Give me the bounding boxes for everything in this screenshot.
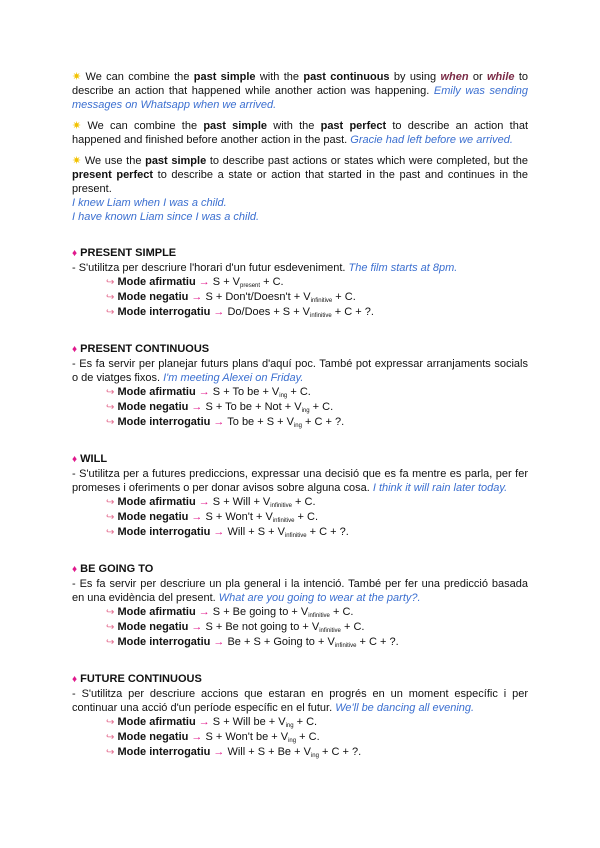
hook-arrow-icon: ↪	[106, 732, 115, 743]
hook-arrow-icon: ↪	[106, 417, 115, 428]
hook-arrow-icon: ↪	[106, 512, 115, 523]
mode-interrogative: ↪ Mode interrogatiu → Will + $S + V_{infinitive} + C$ + ?.	[106, 526, 349, 539]
star-icon: ✷	[72, 155, 82, 167]
star-icon: ✷	[72, 120, 82, 132]
diamond-icon: ♦	[72, 454, 78, 465]
hook-arrow-icon: ↪	[106, 527, 115, 538]
hook-arrow-icon: ↪	[106, 387, 115, 398]
section-description: - S'utilitza per descriure accions que estaran en progrés en un moment específic i per continuar una acció d'un període específic en el futur. We'll be dancing all evening.	[72, 688, 528, 714]
arrow-icon: →	[191, 731, 203, 743]
hook-arrow-icon: ↪	[106, 622, 115, 633]
keyword-while: while	[486, 71, 515, 83]
mode-interrogative: ↪ Mode interrogatiu → Will + $S + Be + V_{ing} + C$ + ?.	[106, 746, 362, 759]
arrow-icon: →	[191, 401, 203, 413]
example-sentence: We'll be dancing all evening.	[335, 702, 475, 714]
mode-affirmative: ↪ Mode afirmatiu → S + Will + $V_{infinitive} + C$.	[106, 496, 316, 509]
mode-interrogative: ↪ Mode interrogatiu → Be + S + Going to + $V_{infinitive} + C$ + ?.	[106, 636, 399, 649]
arrow-icon: →	[213, 636, 225, 648]
document-page	[72, 70, 528, 760]
arrow-icon: →	[198, 606, 210, 618]
arrow-icon: →	[213, 526, 225, 538]
arrow-icon: →	[213, 746, 225, 758]
arrow-icon: →	[213, 306, 225, 318]
arrow-icon: →	[198, 386, 210, 398]
arrow-icon: →	[191, 621, 203, 633]
mode-affirmative: ↪ Mode afirmatiu → S + To be + $V_{ing} + C$.	[106, 386, 311, 399]
section-heading-present-simple: ♦ PRESENT SIMPLE	[72, 247, 177, 259]
section-description: - S'utilitza per descriure l'horari d'un futur esdeveniment. The film starts at 8pm.	[72, 262, 458, 274]
mode-negative: ↪ Mode negatiu → S + Don't/Doesn't + $V_{infinitive} + C$.	[106, 291, 356, 304]
mode-negative: ↪ Mode negatiu → S + Be not going to + $V_{infinitive} + C$.	[106, 621, 365, 634]
section-description: - S'utilitza per a futures prediccions, expressar una decisió que es fa mentre es parla, per fer promeses i oferiments o per donar avisos sobre alguna cosa. I think it will rain later today.	[72, 468, 528, 494]
intro-paragraph-3: ✷ We use the past simple to describe past actions or states which were completed, but the present perfect to describe a state or action that started in the past and continues in the present.	[72, 155, 529, 195]
section-heading-future-continuous: ♦ FUTURE CONTINUOUS	[72, 673, 202, 685]
example-sentence: I'm meeting Alexei on Friday.	[163, 372, 304, 384]
mode-affirmative: ↪ Mode afirmatiu → $S + V_{present} + C$.	[106, 276, 284, 289]
arrow-icon: →	[198, 716, 210, 728]
intro-paragraph-2: ✷ We can combine the past simple with the past perfect to describe an action that happened and finished before another action in the past. Gracie had left before we arrived.	[72, 120, 529, 146]
hook-arrow-icon: ↪	[106, 637, 115, 648]
section-description: - Es fa servir per descriure un pla general i la intenció. També per fer una predicció basada en una evidència del present. What are you going to wear at the party?.	[72, 578, 528, 604]
arrow-icon: →	[191, 291, 203, 303]
hook-arrow-icon: ↪	[106, 497, 115, 508]
diamond-icon: ♦	[72, 248, 78, 259]
intro-paragraph-1: ✷ We can combine the past simple with the past continuous by using when or while to describe an action that happened while another action was happening. Emily was sending messages on Whatsapp when we arrived.	[72, 71, 529, 111]
section-heading-will: ♦ WILL	[72, 453, 108, 465]
arrow-icon: →	[191, 511, 203, 523]
example-sentence: I knew Liam when I was a child.	[72, 197, 227, 209]
example-sentence: I have known Liam since I was a child.	[72, 211, 260, 223]
hook-arrow-icon: ↪	[106, 307, 115, 318]
section-heading-be-going-to: ♦ BE GOING TO	[72, 563, 154, 575]
mode-affirmative: ↪ Mode afirmatiu → S + Will be + $V_{ing} + C$.	[106, 716, 318, 729]
mode-interrogative: ↪ Mode interrogatiu → To be + $S + V_{ing} + C$ + ?.	[106, 416, 345, 429]
hook-arrow-icon: ↪	[106, 717, 115, 728]
mode-interrogative: ↪ Mode interrogatiu → Do/Does + $S + V_{infinitive} + C$ + ?.	[106, 306, 374, 319]
arrow-icon: →	[198, 276, 210, 288]
diamond-icon: ♦	[72, 344, 78, 355]
mode-negative: ↪ Mode negatiu → S + To be + Not + $V_{ing} + C$.	[106, 401, 334, 414]
mode-negative: ↪ Mode negatiu → $S + Won't + V_{infinitive} + C$.	[106, 511, 319, 524]
hook-arrow-icon: ↪	[106, 607, 115, 618]
hook-arrow-icon: ↪	[106, 277, 115, 288]
mode-affirmative: ↪ Mode afirmatiu → S + Be going to + $V_{infinitive} + C$.	[106, 606, 354, 619]
arrow-icon: →	[198, 496, 210, 508]
star-icon: ✷	[72, 71, 82, 83]
example-sentence: Gracie had left before we arrived.	[350, 134, 513, 146]
hook-arrow-icon: ↪	[106, 747, 115, 758]
example-sentence: I think it will rain later today.	[372, 482, 508, 494]
keyword-when: when	[440, 71, 469, 83]
hook-arrow-icon: ↪	[106, 402, 115, 413]
section-description: - Es fa servir per planejar futurs plans d'aquí poc. També pot expressar arranjaments socials o de viatges fixos. I'm meeting Alexei on Friday.	[72, 358, 528, 384]
mode-negative: ↪ Mode negatiu → S + Won't be + $V_{ing} + C$.	[106, 731, 320, 744]
section-heading-present-continuous: ♦ PRESENT CONTINUOUS	[72, 343, 210, 355]
example-sentence: The film starts at 8pm.	[348, 262, 458, 274]
diamond-icon: ♦	[72, 564, 78, 575]
hook-arrow-icon: ↪	[106, 292, 115, 303]
example-sentence: Emily was sending messages on Whatsapp when we arrived.	[72, 85, 529, 111]
example-sentence: What are you going to wear at the party?.	[218, 592, 421, 604]
diamond-icon: ♦	[72, 674, 78, 685]
arrow-icon: →	[213, 416, 225, 428]
